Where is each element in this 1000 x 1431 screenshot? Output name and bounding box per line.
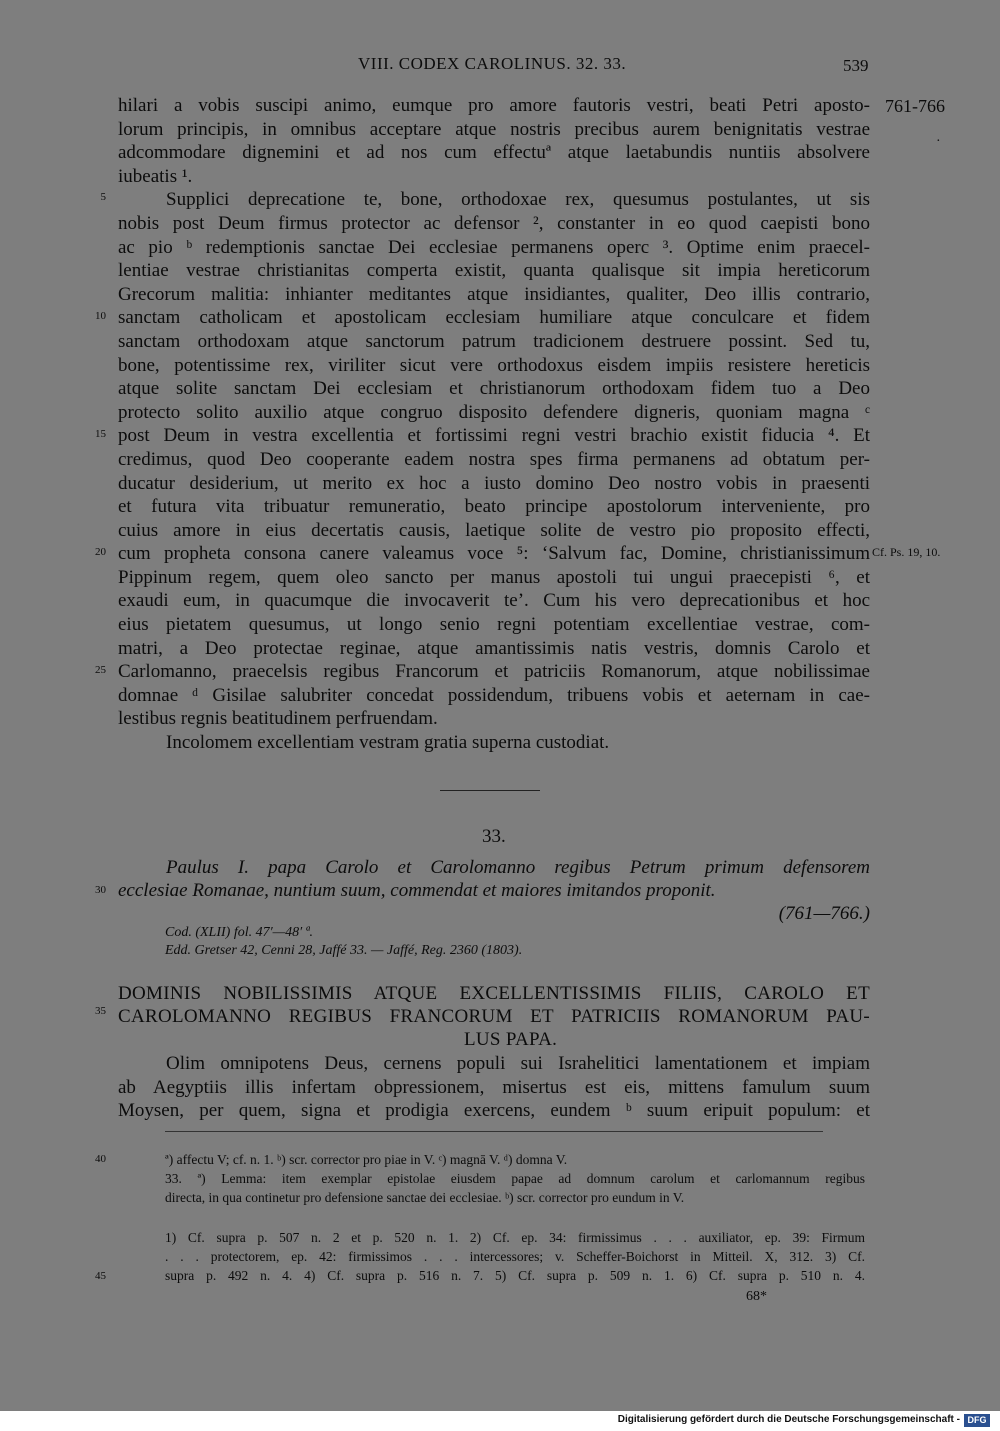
text-line: Olim omnipotens Deus, cernens populi sui Israhelitici lamentationem et impiam <box>166 1053 870 1074</box>
text-line: sanctam orthodoxam atque sanctorum patrum tradicionem destruere possint. Sed tu, <box>118 330 870 352</box>
address-line: DOMINIS NOBILISSIMIS ATQUE EXCELLENTISSIMIS FILIIS, CAROLO ET <box>118 983 870 1004</box>
main-text <box>118 94 870 755</box>
text-line: protecto solito auxilio atque congruo disposito defendere digneris, quoniam magna ᶜ <box>118 401 870 423</box>
text-line: cuius amore in eius decertatis causis, laetique solite de vestro pio proposito effecti, <box>118 519 870 541</box>
footnote-rule <box>165 1131 823 1132</box>
text-line: cum propheta consona canere valeamus voce ⁵: ‘Salvum fac, Domine, christianissimum <box>118 543 870 565</box>
regest-line: ecclesiae Romanae, nuntium suum, commendat et maiores imitandos proponit. <box>118 880 716 901</box>
text-line: matri, a Deo protectae reginae, atque amantissimis natis vestris, domnis Carolo et <box>118 637 870 659</box>
text-line: Supplici deprecatione te, bone, orthodoxae rex, quesumus postulantes, ut sis <box>166 189 870 211</box>
line-number: 40 <box>95 1153 106 1165</box>
text-line: ab Aegyptiis illis infertam obpressionem, misertus est eis, mittens famulum suum <box>118 1076 870 1098</box>
text-line: nobis post Deum firmus protector ac defensor ², constanter in eo quod caepisti bono <box>118 212 870 234</box>
text-line: atque solite sanctam Dei ecclesiam et christianorum orthodoxam fidem tuo a Deo <box>118 378 870 400</box>
line-number: 45 <box>95 1270 106 1282</box>
letter-text <box>118 1052 870 1123</box>
address <box>118 982 870 1051</box>
line-number: 20 <box>95 546 106 558</box>
address-line: CAROLOMANNO REGIBUS FRANCORUM ET PATRICIIS ROMANORUM PAU- <box>118 1006 870 1027</box>
signature-mark: 68* <box>746 1289 767 1304</box>
line-number: 35 <box>95 1005 106 1017</box>
text-line: lestibus regnis beatitudinem perfruendam. <box>118 708 438 730</box>
regest-line: Paulus I. papa Carolo et Carolomanno regibus Petrum primum defensorem <box>166 857 870 878</box>
regest <box>118 856 870 925</box>
text-line: adcommodare dignemini et ad nos cum effectuª atque laetabundis nuntiis absolvere <box>118 142 870 164</box>
line-number: 30 <box>95 884 106 896</box>
margin-date: 761-766 <box>885 96 945 116</box>
line-number: 15 <box>95 428 106 440</box>
line-number: 5 <box>100 191 106 203</box>
margin-reference: Cf. Ps. 19, 10. <box>872 545 941 559</box>
textual-footnotes <box>165 1150 865 1207</box>
source-footnotes <box>165 1228 865 1285</box>
footnote-line: 1) Cf. supra p. 507 n. 2 et p. 520 n. 1. 2) Cf. ep. 34: firmissimus . . . auxiliator, ep. 39: Firmum <box>165 1230 865 1245</box>
text-line: lorum principis, in omnibus acceptare atque nostris precibus aurem benignitatis vestrae <box>118 118 870 140</box>
footnote-line: . . . protectorem, ep. 42: firmissimos . . . intercessores; v. Scheffer-Boichorst in Mitteil. X, 312. 3) Cf. <box>165 1249 865 1264</box>
text-line: post Deum in vestra excellentia et fortissimi regni vestri brachio existit fiducia ⁴. Et <box>118 425 870 447</box>
section-divider <box>440 790 540 791</box>
address-line: LUS PAPA. <box>464 1029 558 1050</box>
text-line: hilari a vobis suscipi animo, eumque pro amore fautoris vestri, beati Petri aposto- <box>118 95 870 116</box>
dfg-logo: DFG <box>964 1414 990 1427</box>
text-line: eius pietatem quesumus, ut longo senio regni potentiam excellentiae vestrae, com- <box>118 614 870 636</box>
text-line: Carlomanno, praecelsis regibus Francorum et patriciis Romanorum, atque nobilissimae <box>118 661 870 683</box>
document-number: 33. <box>482 826 506 847</box>
editions-line: Edd. Gretser 42, Cenni 28, Jaffé 33. — Jaffé, Reg. 2360 (1803). <box>165 943 523 958</box>
digitization-footer <box>0 1411 1000 1431</box>
text-line: et futura vita tribuatur remuneratio, beato principe apostolorum interveniente, pro <box>118 496 870 518</box>
funding-credit: Digitalisierung gefördert durch die Deutsche Forschungsgemeinschaft - <box>617 1414 960 1425</box>
text-line: ducatur desiderium, ut merito ex hoc a iusto domino Deo nostro vobis in praesenti <box>118 472 870 494</box>
footnote-line: 33. ª) Lemma: item exemplar epistolae eiusdem papae ad domnum carolum et carlomannum regibus <box>165 1171 865 1186</box>
text-line: ac pio ᵇ redemptionis sanctae Dei ecclesiae permanens operc ³. Optime enim praecel- <box>118 236 870 258</box>
text-line: Incolomem excellentiam vestram gratia superna custodiat. <box>166 732 610 754</box>
running-head: VIII. CODEX CAROLINUS. 32. 33. <box>358 54 627 73</box>
line-number: 10 <box>95 310 106 322</box>
text-line: exaudi eum, in quacumque die invocaverit te’. Cum his vero deprecationibus et hoc <box>118 590 870 612</box>
text-line: bone, potentissime rex, viriliter sicut vere orthodoxus eisdem impiis resistere hereticis <box>118 354 870 376</box>
text-line: iubeatis ¹. <box>118 165 193 187</box>
margin-mark: · <box>936 134 941 149</box>
text-line: Moysen, per quem, signa et prodigia exercens, eundem ᵇ suum eripuit populum: et <box>118 1100 870 1122</box>
text-line: lentiae vestrae christianitas comperta existit, quanta qualisque sit impia hereticorum <box>118 260 870 282</box>
footnote-line: directa, in qua continetur pro defensione sanctae dei ecclesiae. ᵇ) scr. corrector pro eundum in V. <box>165 1190 685 1205</box>
codex-line: Cod. (XLII) fol. 47′—48′ ª. <box>165 925 314 940</box>
footnote-line: ª) affectu V; cf. n. 1. ᵇ) scr. corrector pro piae in V. ᶜ) magnā V. ᵈ) domna V. <box>165 1152 568 1167</box>
codex-info <box>165 924 522 960</box>
text-line: credimus, quod Deo cooperante eadem nostra spes firma permanens ad obtatum per- <box>118 448 870 470</box>
text-line: sanctam catholicam et apostolicam ecclesiam humiliare atque conculcare et fidem <box>118 307 870 329</box>
footnote-line: supra p. 492 n. 4. 4) Cf. supra p. 516 n. 7. 5) Cf. supra p. 509 n. 1. 6) Cf. supra p. 510 n. 4. <box>165 1268 865 1283</box>
page-number: 539 <box>843 56 869 75</box>
text-line: domnae ᵈ Gisilae salubriter concedat possidendum, tribuens vobis et aeternam in cae- <box>118 684 870 706</box>
line-number: 25 <box>95 664 106 676</box>
regest-date: (761—766.) <box>778 903 870 924</box>
text-line: Grecorum malitia: inhianter meditantes atque insidiantes, qualiter, Deo illis contrario, <box>118 283 870 305</box>
text-line: Pippinum regem, quem oleo sancto per manus apostoli tui ungui praecepisti ⁶, et <box>118 566 870 588</box>
